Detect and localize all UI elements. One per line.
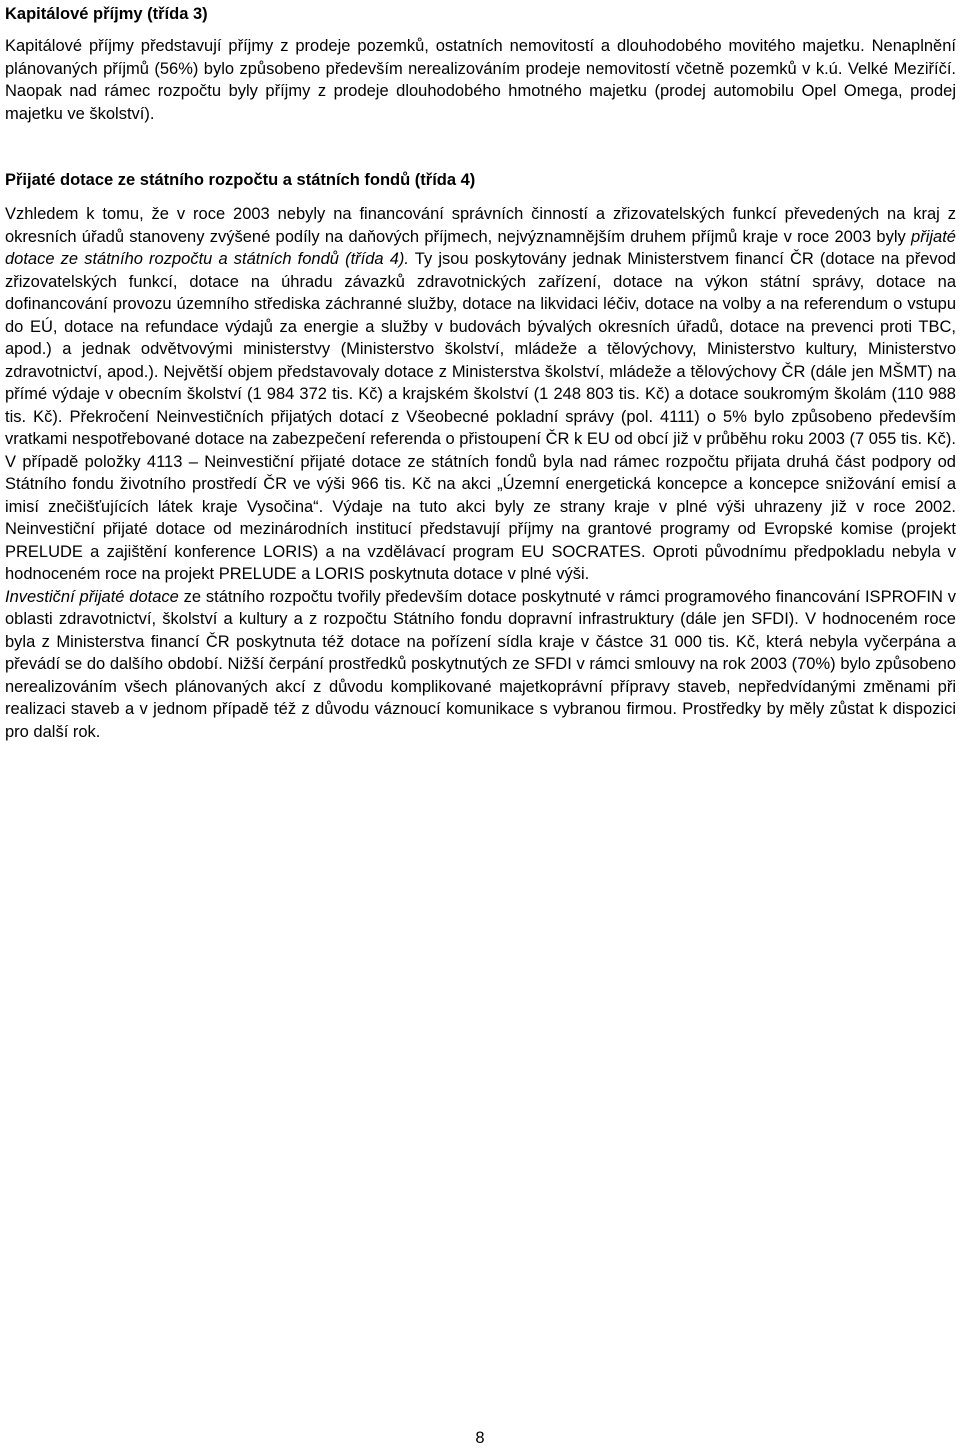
paragraph-text: Vzhledem k tomu, že v roce 2003 nebyly na financování správních činností a zřizovatelských funkcí převedených na kraj z okresních úřadů stanoveny zvýšené podíly na daňových příjmech, nejvýznamnějším druhem příjmů kraje v roce 2003 byly <box>5 205 956 246</box>
paragraph-noninvestment-subsidies <box>5 203 956 586</box>
emphasized-text: Investiční přijaté dotace <box>5 587 179 606</box>
section-heading-received-subsidies: Přijaté dotace ze státního rozpočtu a státních fondů (třída 4) <box>5 171 476 189</box>
paragraph-text: Ty jsou poskytovány jednak Ministerstvem financí ČR (dotace na převod zřizovatelských funkcí, dotace na úhradu závazků zdravotnických zařízení, dotace na výkon státní správy, dotace na dofinancování provozu územního střediska záchranné služby, dotace na likvidaci léčiv, dotace na volby a na referendum o vstupu do EÚ, dotace na refundace výdajů za energie a služby v budovách bývalých okresních úřadů, dotace na prevenci proti TBC, apod.) a jednak odvětvovými ministerstvy (Ministerstvo školství, mládeže a tělovýchovy, Ministerstvo kultury, Ministerstvo zdravotnictví, apod.). Největší objem představovaly dotace z Ministerstva školství, mládeže a tělovýchovy ČR (dále jen MŠMT) na přímé výdaje v obecním školství (1 984 372 tis. Kč) a krajském školství (1 248 803 tis. Kč) a dotace soukromým školám (110 988 tis. Kč). Překročení Neinvestičních přijatých dotací z Všeobecné pokladní správy (pol. 4111) o 5% bylo způsobeno především vratkami nespotřebované dotace na zabezpečení referenda o přistoupení ČR k EU od obcí již v průběhu roku 2003 (7 055 tis. Kč). V případě položky 4113 – Neinvestiční přijaté dotace ze státních fondů byla nad rámec rozpočtu přijata druhá část podpory od Státního fondu životního prostředí ČR ve výši 966 tis. Kč na akci „Územní energetická koncepce a koncepce snižování emisí a imisí znečišťujících látek kraje Vysočina“. Výdaje na tuto akci byly ze strany kraje v plné výši uhrazeny již v roce 2002. Neinvestiční přijaté dotace od mezinárodních institucí představují příjmy na grantové programy od Evropské komise (projekt PRELUDE a zajištění konference LORIS) a na vzdělávací program EU SOCRATES. Oproti původnímu předpokladu nebyla v hodnoceném roce na projekt PRELUDE a LORIS poskytnuta dotace v plné výši. <box>5 250 956 583</box>
page-number: 8 <box>475 1429 485 1447</box>
section-heading-capital-income: Kapitálové příjmy (třída 3) <box>5 5 208 23</box>
paragraph-capital-income: Kapitálové příjmy představují příjmy z prodeje pozemků, ostatních nemovitostí a dlouhodobého movitého majetku. Nenaplnění plánovaných příjmů (56%) bylo způsobeno především nerealizováním prodeje nemovitostí včetně pozemků v k.ú. Velké Meziříčí. Naopak nad rámec rozpočtu byly příjmy z prodeje dlouhodobého hmotného majetku (prodej automobilu Opel Omega, prodej majetku ve školství). <box>5 37 956 123</box>
emphasized-text: přijaté dotace ze státního rozpočtu a státních fondů (třída 4). <box>5 227 956 268</box>
paragraph-text: ze státního rozpočtu tvořily především dotace poskytnuté v rámci programového financování ISPROFIN v oblasti zdravotnictví, školství a kultury a z rozpočtu Státního fondu dopravní infrastruktury (dále jen SFDI). V hodnoceném roce byla z Ministerstva financí ČR poskytnuta též dotace na pořízení sídla kraje v částce 31 000 tis. Kč, která nebyla vyčerpána a převádí se do dalšího období. Nižší čerpání prostředků poskytnutých ze SFDI v rámci smlouvy na rok 2003 (70%) bylo způsobeno nerealizováním všech plánovaných akcí z důvodu komplikované majetkoprávní přípravy staveb, nepředvídanými změnami při realizaci staveb a v jednom případě též z důvodu váznoucí komunikace s vybranou firmou. Prostředky by měly zůstat k dispozici pro další rok. <box>5 587 956 741</box>
paragraph-investment-subsidies <box>5 586 956 744</box>
document-page <box>5 0 956 743</box>
